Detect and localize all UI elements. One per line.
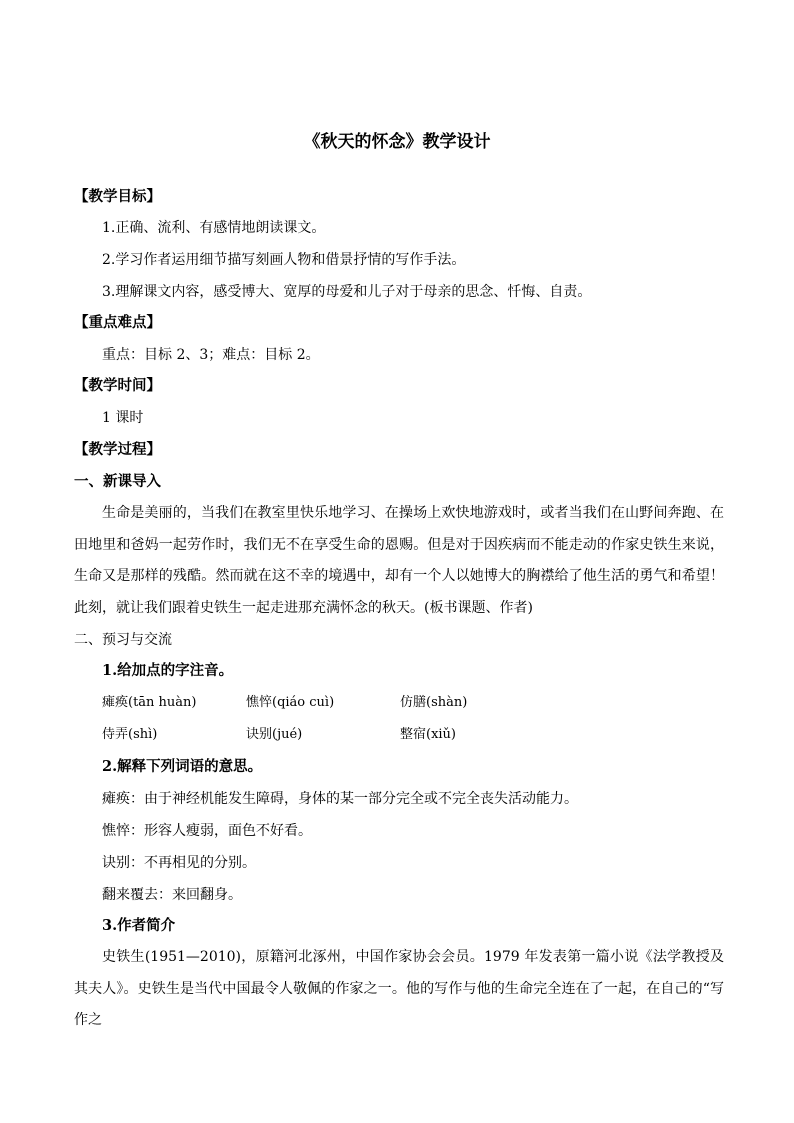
definition-item: 憔悴：形容人瘦弱，面色不好看。 (102, 823, 312, 839)
pinyin-item: 整宿(xiǔ) (400, 727, 457, 742)
goal-item: 2.学习作者运用细节描写刻画人物和借景抒情的写作手法。 (102, 252, 466, 268)
key-heading: 【重点难点】 (74, 314, 161, 331)
pinyin-item: 憔悴(qiáo cuì) (246, 695, 335, 710)
time-heading: 【教学时间】 (74, 377, 161, 394)
definition-item: 翻来覆去：来回翻身。 (102, 887, 242, 903)
part1-paragraph: 生命是美丽的，当我们在教室里快乐地学习、在操场上欢快地游戏时，或者当我们在山野间奔跑、在田地里和爸妈一起劳作时，我们无不在享受生命的恩赐。但是对于因疾病而不能走动的作家史铁生来说，生命又是那样的残酷。然而就在这不幸的境遇中，却有一个人以她博大的胸襟给了他生活的勇气和希望！此刻，就让我们跟着史铁生一起走进那充满怀念的秋天。(板书课题、作者) (74, 505, 724, 617)
definition-item: 瘫痪：由于神经机能发生障碍，身体的某一部分完全或不完全丧失活动能力。 (102, 791, 578, 807)
pinyin-item: 瘫痪(tān huàn) (102, 695, 197, 710)
time-text: 1 课时 (102, 410, 144, 426)
goal-item: 1.正确、流利、有感情地朗读课文。 (102, 220, 326, 236)
goal-item: 3.理解课文内容，感受博大、宽厚的母爱和儿子对于母亲的思念、忏悔、自责。 (102, 284, 592, 300)
definition-item: 诀别：不再相见的分别。 (102, 855, 256, 871)
author-paragraph: 史铁生(1951—2010)，原籍河北涿州，中国作家协会会员。1979 年发表第一篇小说《法学教授及其夫人》。史铁生是当代中国最令人敬佩的作家之一。他的写作与他的生命完全连在了一起，在自己的“写作之 (74, 949, 724, 1029)
goals-heading: 【教学目标】 (74, 188, 161, 205)
pinyin-item: 侍弄(shì) (102, 727, 158, 742)
pinyin-item: 仿膳(shàn) (400, 695, 468, 710)
pinyin-item: 诀别(jué) (246, 727, 303, 742)
q2-heading: 2.解释下列词语的意思。 (102, 758, 263, 775)
part1-heading: 一、新课导入 (74, 473, 161, 490)
part2-heading: 二、预习与交流 (74, 632, 172, 648)
process-heading: 【教学过程】 (74, 441, 161, 458)
key-text: 重点：目标 2、3；难点：目标 2。 (102, 347, 320, 363)
document-title: 《秋天的怀念》教学设计 (303, 132, 491, 152)
q3-heading: 3.作者简介 (102, 917, 176, 934)
q1-heading: 1.给加点的字注音。 (102, 662, 234, 679)
